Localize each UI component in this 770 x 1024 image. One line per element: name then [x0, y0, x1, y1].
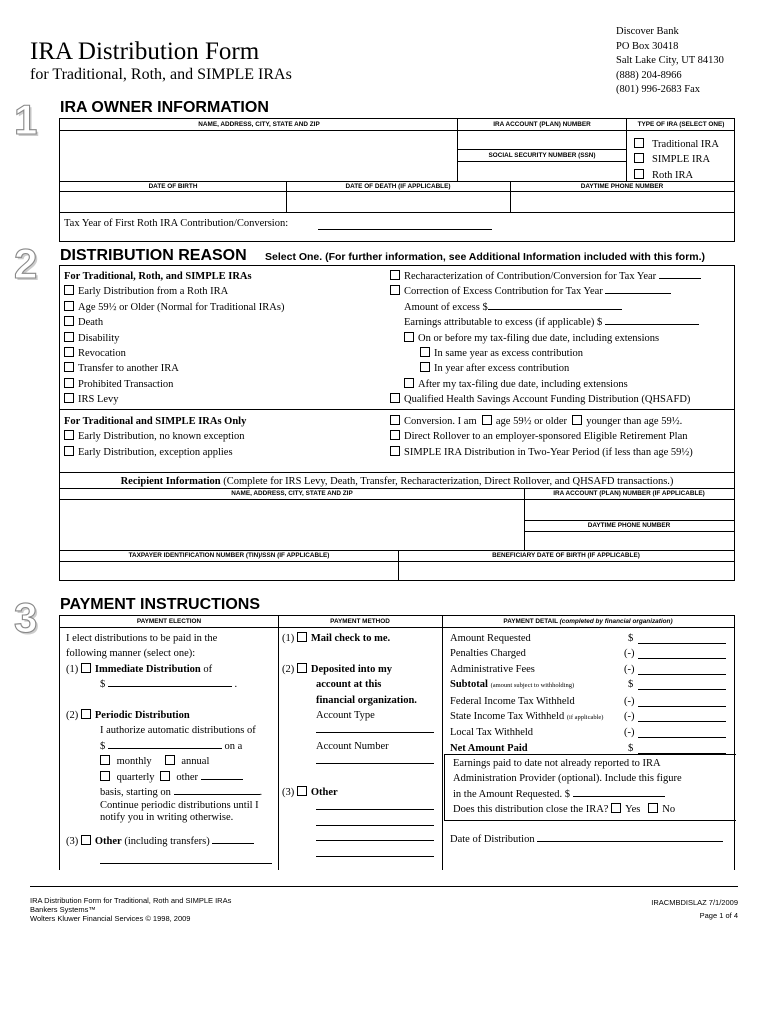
other-method-field-2[interactable] — [316, 825, 434, 826]
dob-field[interactable] — [62, 193, 284, 211]
other-method-checkbox[interactable] — [297, 786, 307, 796]
local-tax-field[interactable] — [638, 727, 726, 738]
other-freq-checkbox[interactable] — [160, 771, 170, 781]
left-reasons — [64, 269, 284, 408]
same-year-checkbox[interactable] — [420, 347, 430, 357]
footer-right — [651, 896, 738, 922]
reason-revocation-checkbox[interactable] — [64, 347, 74, 357]
footer-copyright: Wolters Kluwer Financial Services © 1998, 2009 — [30, 914, 191, 923]
bank-address — [616, 25, 724, 98]
year-after-checkbox[interactable] — [420, 362, 430, 372]
recipient-phone-header: DAYTIME PHONE NUMBER — [587, 522, 671, 529]
reason-transfer-checkbox[interactable] — [64, 362, 74, 372]
reason-early-roth[interactable]: Early Distribution from a Roth IRA — [64, 284, 284, 299]
option-same-year[interactable]: In same year as excess contribution — [390, 346, 734, 361]
account-number-field[interactable] — [316, 763, 434, 764]
form-title: IRA Distribution Form — [30, 38, 260, 65]
amount-requested-field[interactable] — [638, 633, 726, 644]
admin-fees-field[interactable] — [638, 664, 726, 675]
elect-line-1: I elect distributions to be paid in the — [66, 633, 218, 644]
method-mail-check[interactable]: (1) Mail check to me. — [282, 633, 391, 644]
close-ira-question: Does this distribution close the IRA? — [453, 804, 609, 816]
payment-method-column: (1) Mail check to me. (2) Deposited into my account at this financial organization. Account Type Account Number (3) Other — [282, 631, 440, 862]
account-number-label: Account Number — [316, 740, 389, 752]
roth-checkbox[interactable] — [634, 169, 644, 179]
left-heading: For Traditional, Roth, and SIMPLE IRAs — [64, 271, 252, 282]
early-exception-checkbox[interactable] — [64, 446, 74, 456]
option-after-due[interactable]: After my tax-filing due date, including extensions — [390, 377, 734, 392]
recipient-name-field[interactable] — [62, 501, 522, 549]
admin-fees-label: Administrative Fees — [450, 663, 535, 675]
footer-page-number: Page 1 of 4 — [699, 911, 738, 920]
other-election-field-2[interactable] — [100, 863, 272, 864]
other-freq-field[interactable] — [201, 779, 243, 780]
roth-tax-year-label: Tax Year of First Roth IRA Contribution/Conversion: — [64, 218, 289, 229]
after-due-checkbox[interactable] — [404, 378, 414, 388]
phone-field[interactable] — [512, 193, 732, 211]
on-before-checkbox[interactable] — [404, 332, 414, 342]
recipient-tin-field[interactable] — [62, 563, 396, 579]
section-2-title: DISTRIBUTION REASON — [60, 247, 247, 264]
earnings-box — [444, 754, 736, 821]
footer-form-code: IRACMBDISLAZ 7/1/2009 — [651, 898, 738, 907]
date-of-distribution-label: Date of Distribution — [450, 834, 535, 845]
reason-early-no-exception[interactable]: Early Distribution, no known exception — [64, 429, 246, 444]
section-1-number: 1 — [14, 96, 38, 143]
reason-disability[interactable]: Disability — [64, 331, 284, 346]
reason-transfer[interactable]: Transfer to another IRA — [64, 361, 284, 376]
reason-direct-rollover[interactable]: Direct Rollover to an employer-sponsored Eligible Retirement Plan — [390, 429, 693, 444]
earnings-excess-label: Earnings attributable to excess (if applicable) $ — [404, 317, 603, 329]
recharacterization-checkbox[interactable] — [390, 270, 400, 280]
trad-heading: For Traditional and SIMPLE IRAs Only — [64, 416, 247, 427]
reason-death[interactable]: Death — [64, 315, 284, 330]
ssn-field[interactable] — [460, 163, 624, 180]
payment-detail-header: PAYMENT DETAIL (completed by financial organization) — [503, 618, 673, 625]
ira-type-header: TYPE OF IRA (SELECT ONE) — [637, 121, 725, 128]
section-2-number: 2 — [14, 240, 38, 287]
reason-prohibited-checkbox[interactable] — [64, 378, 74, 388]
recipient-name-header: NAME, ADDRESS, CITY, STATE AND ZIP — [231, 490, 353, 497]
simple-checkbox[interactable] — [634, 153, 644, 163]
section-2-note: Select One. (For further information, see Additional Information included with this form.) — [265, 251, 706, 263]
dob-header: DATE OF BIRTH — [148, 183, 198, 190]
option-year-after[interactable]: In year after excess contribution — [390, 361, 734, 376]
age-over-checkbox[interactable] — [482, 415, 492, 425]
qhsafd-checkbox[interactable] — [390, 393, 400, 403]
reason-irs-levy-checkbox[interactable] — [64, 393, 74, 403]
simple-two-year-checkbox[interactable] — [390, 446, 400, 456]
recharacterization-year-field[interactable] — [659, 278, 701, 279]
early-no-exception-checkbox[interactable] — [64, 430, 74, 440]
ssn-header: SOCIAL SECURITY NUMBER (SSN) — [488, 152, 596, 159]
immediate-checkbox[interactable] — [81, 663, 91, 673]
close-no-checkbox[interactable] — [648, 803, 658, 813]
subtotal-field[interactable] — [638, 679, 726, 690]
quarterly-checkbox[interactable] — [100, 771, 110, 781]
owner-info-table — [59, 118, 735, 242]
beneficiary-dob-header: BENEFICIARY DATE OF BIRTH (IF APPLICABLE) — [492, 552, 640, 559]
footer-left — [30, 896, 231, 923]
section-3-number: 3 — [14, 594, 38, 641]
reason-early-exception[interactable]: Early Distribution, exception applies — [64, 445, 246, 460]
other-election-checkbox[interactable] — [81, 835, 91, 845]
owner-account-header: IRA ACCOUNT (PLAN) NUMBER — [493, 121, 591, 128]
section-1-title: IRA OWNER INFORMATION — [60, 99, 269, 116]
amount-requested-label: Amount Requested — [450, 633, 531, 644]
reason-age-59[interactable]: Age 59½ or Older (Normal for Traditional IRAs) — [64, 300, 284, 315]
distribution-reason-box — [59, 265, 735, 581]
form-subtitle: for Traditional, Roth, and SIMPLE IRAs — [30, 66, 292, 83]
bank-fax: (801) 996-2683 Fax — [616, 84, 700, 95]
payment-election-header: PAYMENT ELECTION — [136, 618, 202, 625]
bank-addr1: PO Box 30418 — [616, 40, 679, 52]
election-other[interactable]: (3) Other (including transfers) — [66, 834, 274, 849]
reason-correction[interactable]: Correction of Excess Contribution for Tax Year — [390, 284, 734, 299]
state-tax-label: State Income Tax Withheld — [450, 711, 565, 723]
reason-simple-two-year[interactable]: SIMPLE IRA Distribution in Two-Year Period (if less than age 59½) — [390, 445, 693, 460]
earnings-text-1: Earnings paid to date not already reported to IRA — [453, 758, 661, 769]
trad-simple-reasons — [64, 414, 246, 460]
payment-instructions-box — [59, 615, 735, 870]
freq-annual[interactable]: annual — [165, 756, 210, 767]
bank-addr2: Salt Lake City, UT 84130 — [616, 55, 724, 66]
penalties-label: Penalties Charged — [450, 648, 526, 660]
reason-age-59-checkbox[interactable] — [64, 301, 74, 311]
deposit-checkbox[interactable] — [297, 663, 307, 673]
freq-quarterly[interactable]: quarterly — [100, 772, 155, 783]
net-amount-label: Net Amount Paid — [450, 742, 528, 754]
election-immediate[interactable]: (1) Immediate Distribution of — [66, 663, 213, 675]
freq-monthly[interactable]: monthly — [100, 756, 152, 767]
other-method-field-1[interactable] — [316, 809, 434, 810]
ira-type-simple[interactable]: SIMPLE IRA — [634, 152, 719, 167]
mail-check-checkbox[interactable] — [297, 632, 307, 642]
owner-account-field[interactable] — [460, 132, 624, 148]
reason-revocation[interactable]: Revocation — [64, 346, 284, 361]
reason-irs-levy[interactable]: IRS Levy — [64, 392, 284, 407]
footer-publisher: Bankers Systems™ — [30, 905, 96, 914]
payment-detail-column: Amount Requested $ Penalties Charged (-) Administrative Fees (-) Subtotal (amount subject to withholding) $ Federal Income Tax Withheld (-) State Income Tax Withheld (if applicable) (-) Local Tax Withheld (-) Net Amount Paid $ — [450, 631, 732, 756]
bank-phone: (888) 204-8966 — [616, 69, 682, 81]
elect-line-2: following manner (select one): — [66, 648, 196, 660]
age-under-checkbox[interactable] — [572, 415, 582, 425]
account-type-field[interactable] — [316, 732, 434, 733]
direct-rollover-checkbox[interactable] — [390, 430, 400, 440]
date-of-distribution-field[interactable] — [537, 841, 723, 842]
continue-text: Continue periodic distributions until I notify you in writing otherwise. — [100, 800, 259, 824]
recipient-account-header: IRA ACCOUNT (PLAN) NUMBER (IF APPLICABLE) — [553, 490, 705, 497]
recipient-phone-field[interactable] — [526, 533, 732, 549]
reason-early-roth-checkbox[interactable] — [64, 285, 74, 295]
other-method-field-4[interactable] — [316, 856, 434, 857]
earnings-text-3: in the Amount Requested. $ — [453, 788, 570, 800]
federal-tax-label: Federal Income Tax Withheld — [450, 695, 575, 707]
account-type-label: Account Type — [316, 710, 375, 722]
subtotal-label: Subtotal — [450, 679, 488, 691]
owner-name-header: NAME, ADDRESS, CITY, STATE AND ZIP — [198, 121, 320, 128]
close-yes[interactable]: Yes — [611, 804, 640, 815]
dod-header: DATE OF DEATH (IF APPLICABLE) — [345, 183, 451, 190]
authorize-text: I authorize automatic distributions of — [100, 725, 256, 737]
owner-name-field[interactable] — [62, 132, 454, 180]
correction-checkbox[interactable] — [390, 285, 400, 295]
annual-checkbox[interactable] — [165, 755, 175, 765]
earnings-text-2: Administration Provider (optional). Include this figure — [453, 773, 682, 785]
traditional-checkbox[interactable] — [634, 138, 644, 148]
penalties-field[interactable] — [638, 648, 726, 659]
start-date-field[interactable] — [174, 794, 260, 795]
reason-conversion[interactable]: Conversion. I am age 59½ or older younger than age 59½. — [390, 414, 693, 429]
reason-prohibited[interactable]: Prohibited Transaction — [64, 377, 284, 392]
recipient-info-heading: Recipient Information (Complete for IRS Levy, Death, Transfer, Recharacterization, Direct Rollover, and QHSAFD transactions.) — [120, 476, 674, 487]
earnings-amount-field[interactable] — [573, 796, 665, 797]
bank-name: Discover Bank — [616, 26, 679, 37]
ira-type-traditional[interactable]: Traditional IRA — [634, 137, 719, 152]
conversion-checkbox[interactable] — [390, 415, 400, 425]
correction-year-field[interactable] — [605, 293, 671, 294]
state-tax-field[interactable] — [638, 711, 726, 722]
federal-tax-field[interactable] — [638, 696, 726, 707]
footer-form-name: IRA Distribution Form for Traditional, Roth and SIMPLE IRAs — [30, 896, 232, 905]
option-on-before[interactable]: On or before my tax-filing due date, including extensions — [390, 331, 734, 346]
recipient-tin-header: TAXPAYER IDENTIFICATION NUMBER (TIN)/SSN (IF APPLICABLE) — [128, 552, 330, 559]
method-other[interactable]: (3) Other — [282, 787, 338, 799]
right-reasons — [390, 269, 734, 408]
other-election-field[interactable] — [212, 843, 254, 844]
freq-other[interactable]: other — [160, 772, 198, 783]
periodic-checkbox[interactable] — [81, 709, 91, 719]
amount-excess-field[interactable] — [488, 309, 622, 310]
immediate-amount-field[interactable] — [108, 686, 232, 687]
reason-qhsafd[interactable]: Qualified Health Savings Account Funding Distribution (QHSAFD) — [390, 392, 734, 407]
reason-disability-checkbox[interactable] — [64, 332, 74, 342]
monthly-checkbox[interactable] — [100, 755, 110, 765]
reason-recharacterization[interactable]: Recharacterization of Contribution/Conversion for Tax Year — [390, 269, 734, 284]
local-tax-label: Local Tax Withheld — [450, 727, 534, 739]
close-yes-checkbox[interactable] — [611, 803, 621, 813]
beneficiary-dob-field[interactable] — [400, 563, 732, 579]
recipient-account-field[interactable] — [526, 501, 732, 519]
ira-type-roth[interactable]: Roth IRA — [634, 168, 719, 183]
ira-type-options — [634, 137, 719, 183]
method-deposit[interactable]: (2) Deposited into my — [282, 663, 392, 675]
periodic-amount-field[interactable] — [108, 748, 222, 749]
amount-excess-label: Amount of excess $ — [404, 301, 488, 313]
other-method-field-3[interactable] — [316, 840, 434, 841]
dod-field[interactable] — [288, 193, 508, 211]
close-no[interactable]: No — [648, 804, 675, 815]
roth-tax-year-field[interactable] — [318, 229, 492, 230]
election-periodic[interactable]: (2) Periodic Distribution — [66, 710, 190, 722]
reason-death-checkbox[interactable] — [64, 316, 74, 326]
trad-simple-right — [390, 414, 693, 460]
phone-header: DAYTIME PHONE NUMBER — [580, 183, 664, 190]
earnings-excess-field[interactable] — [605, 324, 699, 325]
net-amount-field[interactable] — [638, 743, 726, 754]
section-3-title: PAYMENT INSTRUCTIONS — [60, 596, 261, 613]
payment-election-column: I elect distributions to be paid in the following manner (select one): (1) Immediate Distribution of $ . (2) Periodic Distribution I authorize automatic distributions of $ on a monthly annual quarterly other basis, starting on . Continue periodic distributions until I notify you in writing otherwise. (3) Other (including transfers) — [66, 631, 274, 869]
payment-method-header: PAYMENT METHOD — [330, 618, 390, 625]
